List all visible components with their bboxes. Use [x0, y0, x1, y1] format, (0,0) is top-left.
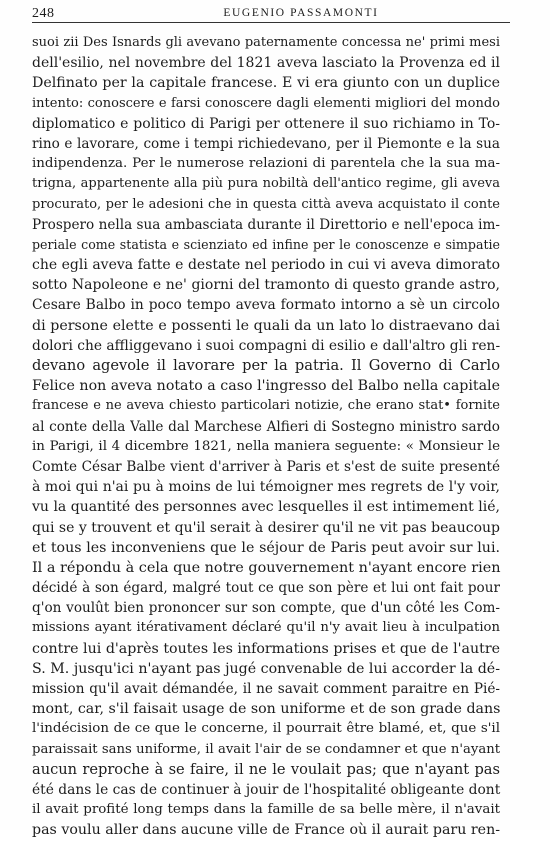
text-line: q'on voulût bien prononcer sur son compte, que d'un côté les Com-	[32, 600, 500, 617]
text-line: Comte César Balbe vient d'arriver à Paris et s'est de suite presenté	[32, 458, 500, 475]
running-head: EUGENIO PASSAMONTI	[223, 7, 379, 19]
text-line: mission qu'il avait démandée, il ne savait comment paraitre en Pié-	[32, 681, 500, 697]
text-line: procurato, per le adesioni che in questa città aveva acquistato il conte	[32, 196, 500, 212]
text-line: Prospero nella sua ambasciata durante il Direttorio e nell'epoca im-	[32, 216, 500, 233]
text-line: S. M. jusqu'ici n'ayant pas jugé convenable de lui accorder la dé-	[32, 660, 500, 677]
text-line: sotto Napoleone e ne' giorni del tramonto di questo grande astro,	[32, 277, 500, 294]
text-line: diplomatico e politico di Parigi per ottenere il suo richiamo in To-	[32, 115, 500, 132]
text-line: Cesare Balbo in poco tempo aveva formato intorno a sè un circolo	[32, 297, 500, 314]
text-line: l'indécision de ce que le concerne, il pourrait être blamé, et, que s'il	[32, 721, 500, 737]
text-line: pas voulu aller dans aucune ville de France où il aurait paru ren-	[32, 822, 500, 839]
text-line: mont, car, s'il faisait usage de son uniforme et de son grade dans	[32, 701, 501, 718]
header-rule	[32, 22, 510, 23]
text-line: et tous les inconveniens que le séjour de Paris peut avoir sur lui.	[32, 539, 500, 556]
text-line: contre lui d'après toutes les informations prises et que de l'autre	[32, 640, 500, 657]
text-line: qui se y trouvent et qu'il serait à desirer qu'il ne vit pas beaucoup	[32, 519, 500, 536]
page-number: 248	[32, 6, 55, 21]
page-header	[32, 4, 510, 22]
text-line: vu la quantité des personnes avec lesquelles il est intimement lié,	[32, 499, 500, 516]
text-line: dell'esilio, nel novembre del 1821 aveva lasciato la Provenza ed il	[32, 55, 500, 72]
text-line: paraissait sans uniforme, il avait l'air de se condamner et que n'ayant	[32, 741, 500, 757]
text-line: indipendenza. Per le numerose relazioni di parentela che la sua ma-	[32, 156, 500, 172]
text-line: intento: conoscere e farsi conoscere dagli elementi migliori del mondo	[32, 95, 500, 111]
text-line: che egli aveva fatte e destate nel periodo in cui vi aveva dimorato	[32, 257, 500, 274]
text-line: aucun reproche à se faire, il ne le voulait pas; que n'ayant pas	[32, 760, 500, 778]
text-line: il avait profité long temps dans la famille de sa belle mère, il n'avait	[32, 802, 500, 818]
text-line: devano agevole il lavorare per la patria. Il Governo di Carlo	[32, 357, 500, 374]
text-line: periale come statista e scienziato ed infine per le conoscenze e simpatie	[32, 236, 500, 252]
text-line: Delfinato per la capitale francese. E vi era giunto con un duplice	[32, 75, 500, 92]
body-text	[32, 33, 501, 839]
text-line: missions ayant itérativament déclaré qu'il n'y avait lieu à inculpation	[32, 620, 500, 636]
text-line: trigna, appartenente alla più pura nobiltà dell'antico regime, gli aveva	[32, 176, 500, 192]
text-line: Felice non aveva notato a caso l'ingresso del Balbo nella capitale	[32, 378, 500, 395]
text-line: dolori che affliggevano i suoi compagni di esilio e dall'altro gli ren-	[32, 337, 501, 354]
text-line: in Parigi, il 4 dicembre 1821, nella maniera seguente: « Monsieur le	[32, 438, 500, 454]
text-line: Il a répondu à cela que notre gouvernement n'ayant encore rien	[32, 559, 501, 576]
text-line: décidé à son égard, malgré tout ce que son père et lui ont fait pour	[32, 580, 500, 597]
text-line: à moi qui n'ai pu à moins de lui témoigner mes regrets de l'y voir,	[32, 479, 500, 496]
text-line: di persone elette e possenti le quali da un lato lo distraevano dai	[32, 317, 500, 334]
text-line: été dans le cas de continuer à jouir de l'hospitalité obligeante dont	[32, 781, 501, 798]
text-line: rino e lavorare, come i tempi richiedevano, per il Piemonte e la sua	[32, 135, 500, 152]
text-line: suoi zii Des Isnards gli avevano paternamente concessa ne' primi mesi	[32, 35, 500, 50]
text-line: al conte della Valle dal Marchese Alfieri di Sostegno ministro sardo	[32, 418, 500, 435]
text-line: francese e ne aveva chiesto particolari notizie, che erano stat• fornite	[32, 398, 500, 414]
